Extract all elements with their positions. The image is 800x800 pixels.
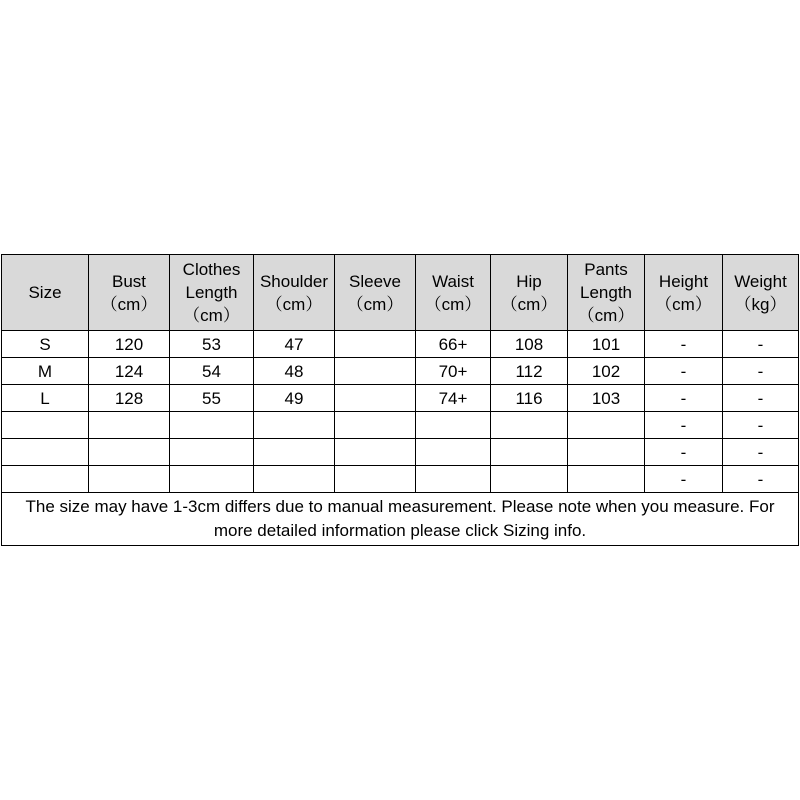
table-cell — [254, 466, 335, 493]
table-cell: - — [645, 331, 723, 358]
header-clothes-length: Clothes Length （cm） — [170, 255, 254, 331]
table-cell: - — [723, 358, 799, 385]
table-cell — [2, 412, 89, 439]
header-sleeve: Sleeve （cm） — [335, 255, 416, 331]
table-cell — [416, 466, 491, 493]
table-cell: - — [723, 385, 799, 412]
table-cell — [568, 439, 645, 466]
table-cell: 101 — [568, 331, 645, 358]
table-cell — [491, 439, 568, 466]
table-cell: 108 — [491, 331, 568, 358]
table-row — [2, 331, 799, 358]
table-cell — [2, 466, 89, 493]
table-cell: - — [645, 385, 723, 412]
header-hip: Hip （cm） — [491, 255, 568, 331]
header-bust: Bust （cm） — [89, 255, 170, 331]
table-cell — [254, 439, 335, 466]
table-cell — [170, 412, 254, 439]
header-waist: Waist （cm） — [416, 255, 491, 331]
table-cell — [170, 466, 254, 493]
table-cell — [491, 466, 568, 493]
table-cell: - — [723, 439, 799, 466]
table-row — [2, 439, 799, 466]
header-height: Height （cm） — [645, 255, 723, 331]
table-cell — [568, 466, 645, 493]
table-cell — [170, 439, 254, 466]
table-cell: - — [645, 439, 723, 466]
table-cell: 124 — [89, 358, 170, 385]
table-cell — [2, 439, 89, 466]
table-cell: - — [645, 412, 723, 439]
table-cell: - — [645, 466, 723, 493]
table-cell: 66+ — [416, 331, 491, 358]
header-weight: Weight （kg） — [723, 255, 799, 331]
size-chart-table — [1, 254, 799, 546]
table-cell — [335, 466, 416, 493]
table-row — [2, 466, 799, 493]
table-cell: - — [645, 358, 723, 385]
table-cell — [491, 412, 568, 439]
table-cell: 116 — [491, 385, 568, 412]
table-cell — [416, 439, 491, 466]
table-row — [2, 385, 799, 412]
header-shoulder: Shoulder （cm） — [254, 255, 335, 331]
table-cell: 53 — [170, 331, 254, 358]
table-cell — [416, 412, 491, 439]
table-cell: 47 — [254, 331, 335, 358]
table-cell: 70+ — [416, 358, 491, 385]
table-row — [2, 412, 799, 439]
header-pants-length: Pants Length （cm） — [568, 255, 645, 331]
table-cell — [89, 412, 170, 439]
table-cell: 55 — [170, 385, 254, 412]
table-cell — [89, 439, 170, 466]
table-cell — [568, 412, 645, 439]
measurement-note: The size may have 1-3cm differs due to manual measurement. Please note when you measure. For more detailed information please click Sizing info. — [2, 493, 799, 546]
header-size: Size — [2, 255, 89, 331]
table-cell: 120 — [89, 331, 170, 358]
table-cell: 128 — [89, 385, 170, 412]
table-cell: 48 — [254, 358, 335, 385]
table-cell — [335, 358, 416, 385]
table-cell: - — [723, 331, 799, 358]
table-cell — [335, 331, 416, 358]
table-cell: S — [2, 331, 89, 358]
table-cell: M — [2, 358, 89, 385]
table-cell — [335, 385, 416, 412]
header-row — [2, 255, 799, 331]
table-cell — [254, 412, 335, 439]
table-cell: L — [2, 385, 89, 412]
table-cell — [335, 412, 416, 439]
table-cell — [335, 439, 416, 466]
table-row — [2, 358, 799, 385]
table-cell: 112 — [491, 358, 568, 385]
table-cell: 49 — [254, 385, 335, 412]
table-cell: 54 — [170, 358, 254, 385]
table-cell: - — [723, 466, 799, 493]
table-cell: 102 — [568, 358, 645, 385]
table-cell: 103 — [568, 385, 645, 412]
note-row — [2, 493, 799, 546]
table-cell — [89, 466, 170, 493]
table-cell: 74+ — [416, 385, 491, 412]
table-cell: - — [723, 412, 799, 439]
